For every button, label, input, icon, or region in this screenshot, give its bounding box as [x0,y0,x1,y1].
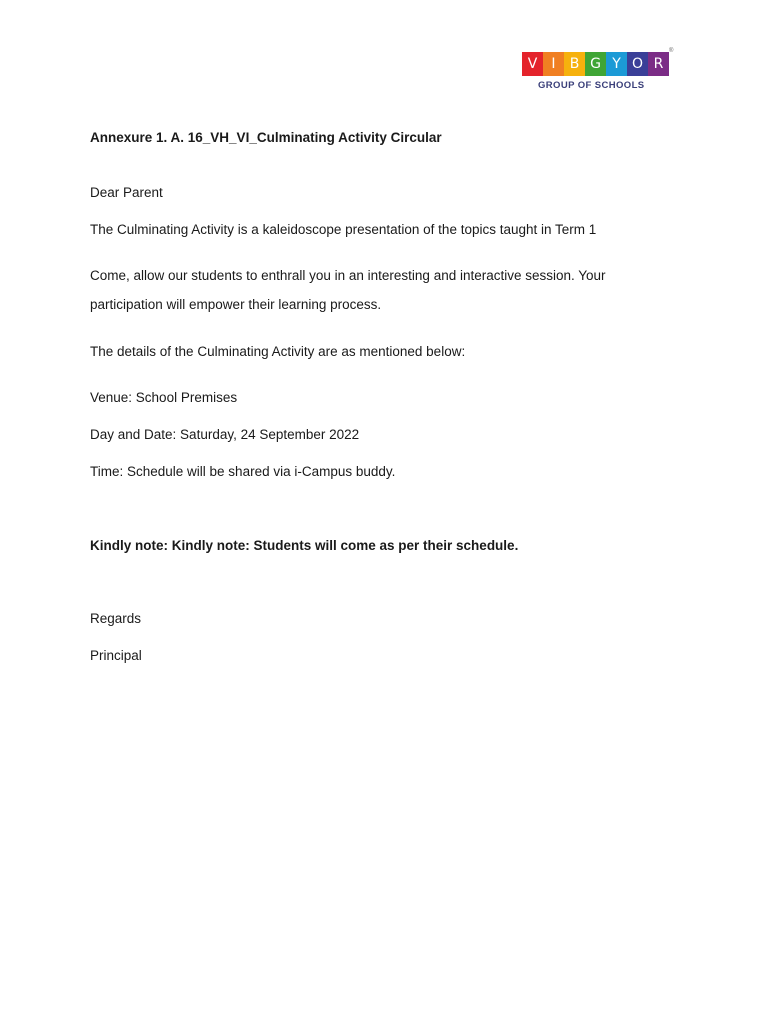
logo-letter-b: B [564,52,585,76]
registered-mark: ® [669,48,674,54]
date-line: Day and Date: Saturday, 24 September 2022 [90,427,360,442]
salutation: Dear Parent [90,185,163,200]
venue-line: Venue: School Premises [90,390,238,405]
details-intro: The details of the Culminating Activity are as mentioned below: [90,344,466,359]
logo-letter-r: R [648,52,669,76]
logo-letter-v: V [522,52,543,76]
logo-letter-i: I [543,52,564,76]
time-line: Time: Schedule will be shared via i-Campus buddy. [90,464,396,479]
invite-paragraph-line-1: Come, allow our students to enthrall you in an interesting and interactive session. Your [90,268,606,283]
intro-paragraph: The Culminating Activity is a kaleidoscope presentation of the topics taught in Term 1 [90,222,597,237]
logo-letter-o: O [627,52,648,76]
logo-letters [519,52,677,76]
logo-subtitle: GROUP OF SCHOOLS [538,80,645,91]
closing-regards: Regards [90,611,142,626]
logo-letter-g: G [585,52,606,76]
document-title: Annexure 1. A. 16_VH_VI_Culminating Activity Circular [90,130,442,145]
logo-letter-y: Y [606,52,627,76]
kindly-note: Kindly note: Kindly note: Students will come as per their schedule. [90,538,519,553]
signature-principal: Principal [90,648,142,663]
vibgyor-logo [519,48,677,98]
invite-paragraph-line-2: participation will empower their learning process. [90,297,382,312]
